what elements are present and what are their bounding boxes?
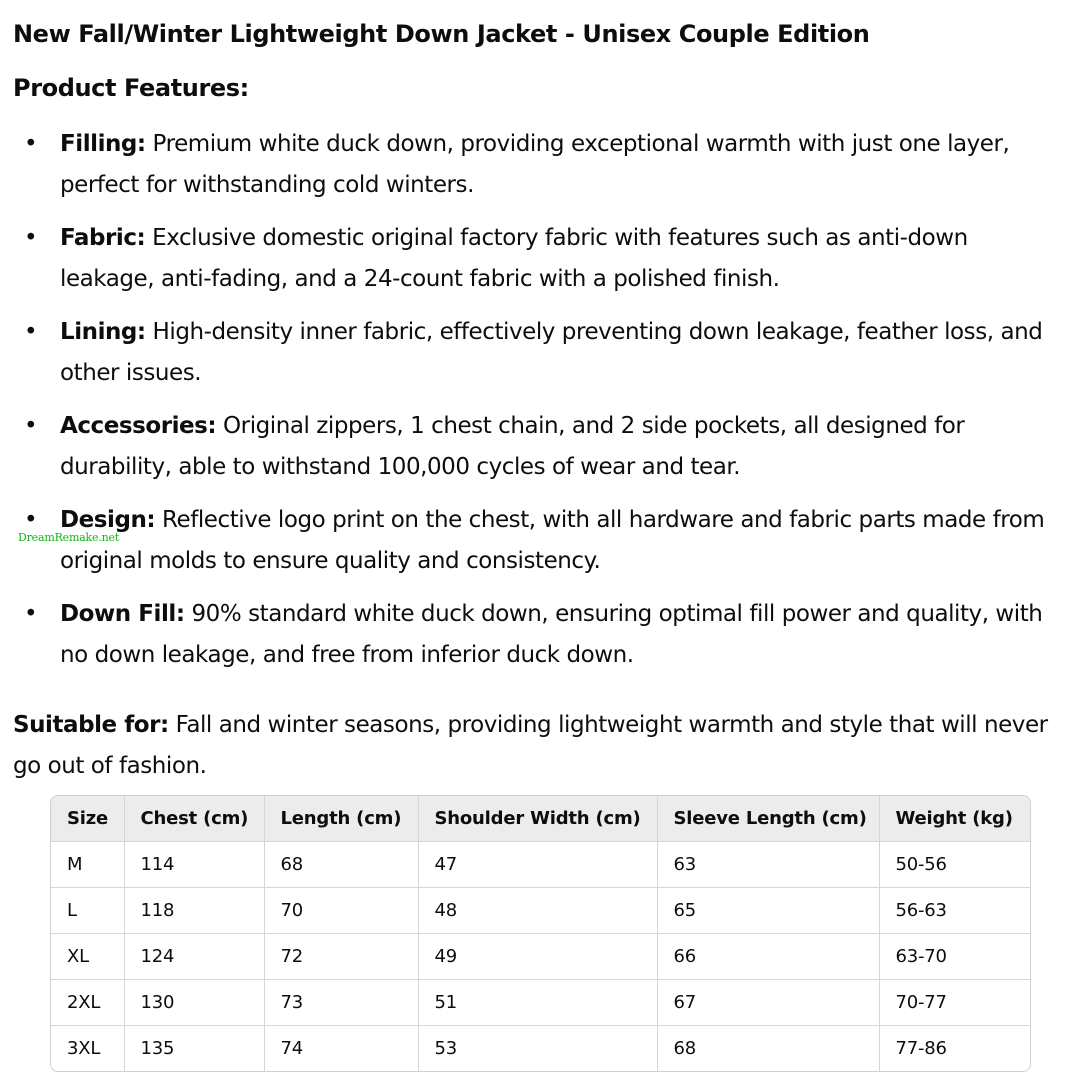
watermark-text: DreamRemake.net xyxy=(18,531,120,544)
table-cell: 49 xyxy=(418,934,657,980)
bullet-icon: • xyxy=(24,601,38,627)
table-cell: 70 xyxy=(264,888,418,934)
table-cell: 68 xyxy=(657,1026,879,1072)
feature-text: High-density inner fabric, effectively preventing down leakage, feather loss, and other issues. xyxy=(60,319,1043,386)
table-cell: 66 xyxy=(657,934,879,980)
bullet-icon: • xyxy=(24,507,38,533)
suitable-label: Suitable for: xyxy=(13,712,169,738)
list-item xyxy=(13,500,1061,582)
table-cell: 56-63 xyxy=(879,888,1030,934)
feature-label: Fabric: xyxy=(60,225,146,251)
features-heading: Product Features: xyxy=(13,74,249,102)
table-cell: L xyxy=(51,888,124,934)
product-title: New Fall/Winter Lightweight Down Jacket - Unisex Couple Edition xyxy=(13,20,870,48)
feature-text: Original zippers, 1 chest chain, and 2 side pockets, all designed for durability, able to withstand 100,000 cycles of wear and tear. xyxy=(60,413,965,480)
table-cell: 50-56 xyxy=(879,842,1030,888)
list-item xyxy=(13,218,1061,300)
list-item xyxy=(13,594,1061,676)
features-list xyxy=(13,124,1061,688)
table-cell: 68 xyxy=(264,842,418,888)
bullet-icon: • xyxy=(24,413,38,439)
table-cell: M xyxy=(51,842,124,888)
table-cell: 118 xyxy=(124,888,264,934)
bullet-icon: • xyxy=(24,131,38,157)
column-header: Sleeve Length (cm) xyxy=(657,796,879,842)
table-header-row xyxy=(51,796,1030,842)
suitable-text: Fall and winter seasons, providing lightweight warmth and style that will never go out of fashion. xyxy=(13,712,1048,779)
suitable-for xyxy=(13,705,1063,787)
feature-label: Lining: xyxy=(60,319,146,345)
table-cell: 63 xyxy=(657,842,879,888)
table-row xyxy=(51,842,1030,888)
feature-text: Reflective logo print on the chest, with all hardware and fabric parts made from original molds to ensure quality and consistency. xyxy=(60,507,1045,574)
table-cell: 47 xyxy=(418,842,657,888)
table-row xyxy=(51,888,1030,934)
feature-text: Premium white duck down, providing exceptional warmth with just one layer, perfect for withstanding cold winters. xyxy=(60,131,1010,198)
table-cell: 73 xyxy=(264,980,418,1026)
bullet-icon: • xyxy=(24,225,38,251)
bullet-icon: • xyxy=(24,319,38,345)
table-cell: 48 xyxy=(418,888,657,934)
column-header: Chest (cm) xyxy=(124,796,264,842)
table-cell: 63-70 xyxy=(879,934,1030,980)
feature-label: Accessories: xyxy=(60,413,217,439)
table-cell: 67 xyxy=(657,980,879,1026)
table-row xyxy=(51,980,1030,1026)
feature-text: 90% standard white duck down, ensuring optimal fill power and quality, with no down leakage, and free from inferior duck down. xyxy=(60,601,1043,668)
table-cell: 53 xyxy=(418,1026,657,1072)
column-header: Size xyxy=(51,796,124,842)
column-header: Length (cm) xyxy=(264,796,418,842)
size-table xyxy=(50,795,1031,1072)
list-item xyxy=(13,312,1061,394)
table-cell: 114 xyxy=(124,842,264,888)
table-cell: 2XL xyxy=(51,980,124,1026)
table-cell: 3XL xyxy=(51,1026,124,1072)
table-row xyxy=(51,934,1030,980)
table-cell: 130 xyxy=(124,980,264,1026)
table-row xyxy=(51,1026,1030,1072)
table-cell: 124 xyxy=(124,934,264,980)
list-item xyxy=(13,124,1061,206)
list-item xyxy=(13,406,1061,488)
table-cell: 135 xyxy=(124,1026,264,1072)
column-header: Weight (kg) xyxy=(879,796,1030,842)
table-cell: XL xyxy=(51,934,124,980)
feature-label: Design: xyxy=(60,507,156,533)
table-cell: 77-86 xyxy=(895,1038,947,1059)
column-header: Shoulder Width (cm) xyxy=(418,796,657,842)
table-cell: 72 xyxy=(264,934,418,980)
table-cell: 74 xyxy=(264,1026,418,1072)
feature-label: Filling: xyxy=(60,131,146,157)
table-cell: 51 xyxy=(418,980,657,1026)
table-cell: 70-77 xyxy=(879,980,1030,1026)
table-cell: 65 xyxy=(657,888,879,934)
feature-label: Down Fill: xyxy=(60,601,185,627)
feature-text: Exclusive domestic original factory fabric with features such as anti-down leakage, anti-fading, and a 24-count fabric with a polished finish. xyxy=(60,225,968,292)
